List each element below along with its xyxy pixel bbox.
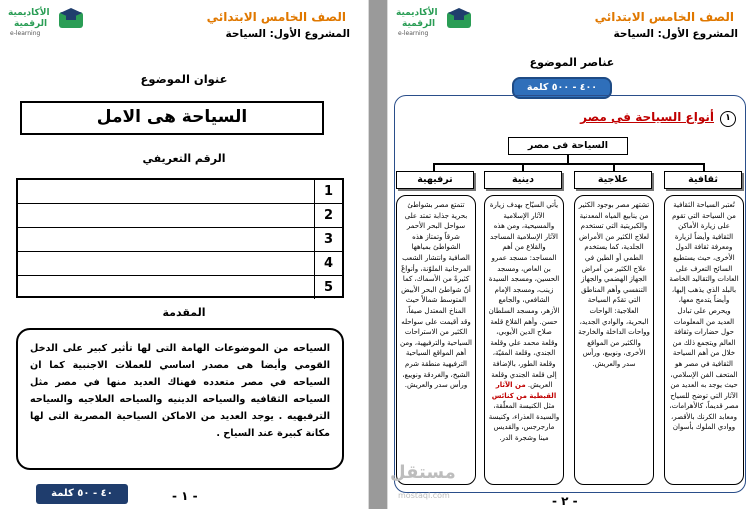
- row-number: 1: [314, 180, 342, 203]
- category-medical: علاجية: [574, 171, 652, 189]
- intro-text: السياحه من الموضوعات الهامة التى لها تأثير كبير على الدخل القومي وأيضا هى مصدر اساسي للعملات الاجنبية كما ان السياحه في مصر متعدده فهناك العديد منها في مصر مثل السياحه الثقافيه والسياحه الدينيه والسياحه العلاجيه والسياحه الترفيهيه . يوجد العديد من الاماكن السياحية المصرية التى لها مكانة كبيرة عند السياح .: [16, 328, 344, 470]
- row-number: 4: [314, 252, 342, 275]
- category-cultural-text: تُعتبر السياحة الثقافية من السياحة التي تقوم على زيارة الأماكن الثقافية وأيضاً لزيارة ومعرفة ثقافة الدول الأخرى، حيث يستطيع السائح التعرف على العادات والتقاليد الخاصة بالبلد الذي يذهب إليها، وأيضاً يتدمج معها، ويحرص على تبادل العديد من المعلومات حول حضارات وثقافة العالم ويتجمع ذلك من خلال من أهم السياحة الثقافية في مصر هو المتحف الفن الإسلامي، حيث يوجد به العديد من الآثار التي توضح للسياح مصر قديماً، كالأهرامات، ومعابد الكرنك بالأقصر، ووادي الملوك بأسوان: [664, 195, 744, 485]
- page-number: - ٢ -: [552, 494, 578, 508]
- id-row[interactable]: [18, 180, 342, 204]
- project-title: المشروع الأول: السياحة: [225, 28, 350, 40]
- academy-logo: الأكاديمية الرقمية e-learning: [8, 4, 86, 40]
- tree-connector: [433, 163, 704, 165]
- id-heading: الرقم التعريفي: [142, 152, 226, 165]
- watermark-url: mostaql.com: [398, 491, 450, 500]
- id-row[interactable]: [18, 228, 342, 252]
- id-row[interactable]: [18, 252, 342, 276]
- row-number: 2: [314, 204, 342, 227]
- category-medical-text: تشتهر مصر بوجود الكثير من ينابيع المياه المعدنية والكبريتية التي تستخدم لعلاج الكثير من الأمراض الجلدية، كما يستخدم الطمي أو الطين في علاج الكثير من أمراض الجهاز الهضمي والجهاز التنفسي وأهم المناطق التي تقدّم السياحة العلاجية: الواحات البحرية، والوادي الجديد، وواحات الداخلة والخارجة والكثير من المواقع الأخرى، ونويبع، ورأس سدر والعريش.: [574, 195, 654, 485]
- graduation-cap-icon: [446, 6, 472, 30]
- page-number: - ١ -: [172, 489, 198, 503]
- category-recreational-text: تتمتع مصر بشواطئ بحرية جذابة تمتد على سواحل البحر الأحمر شرقاً وتمتاز هذه الشواطئ بمياهها الصافية وانتشار الشعب المرجانية الملوّنة، وأنواعٌ كثيرةٌ من الأسماك، كما أنّ شواطئ البحر الأبيض المتوسط شمالاً حيث المناخ المعتدل صيفاً، وقد أقيمت على سواحله الكثير من الاستراحات السياحية والترفيهية، ومن أهم المواقع السياحية الترفيهية منطقة شرم الشيخ، والغردقة ونويبع، ورأس سدر والعريش.: [396, 195, 476, 485]
- graduation-cap-icon: [58, 6, 84, 30]
- academy-logo: الأكاديمية الرقمية e-learning: [396, 4, 474, 40]
- coptic-heading: من الآثار القبطية من كنائس: [491, 381, 557, 400]
- id-row[interactable]: [18, 276, 342, 300]
- row-number: 3: [314, 228, 342, 251]
- root-node: السياحة فى مصر: [508, 137, 628, 155]
- id-table: [16, 178, 344, 298]
- category-religious-text: يأتي السيّاح بهدف زيارة الآثار الإسلامية والمسيحية، ومن هذه الآثار الإسلامية المساجد والقلاع من أهم المساجد: مسجد عمرو بن العاص، ومسجد الحسين، ومسجد السيدة زينب، ومسجد الإمام الشافعي، والجامع الأزهر، ومسجد السلطان حسن. وأهم القلاع قلعة صلاح الدين الأيوبي، وقلعة محمد علي وقلعة الجندي، وقلعة المقيّة، وقلعة الطور، بالإضافة إلى قلعة الجندي وقلعة العريش. من الآثار القبطية من كنائس مثل الكنيسة المعلّقة، والسيدة العذراء، وكنيسة مارجرجس، والقديس مينا وشجرة الدر.: [484, 195, 564, 485]
- elements-heading: عناصر الموضوع: [529, 56, 615, 69]
- page-divider: [369, 0, 387, 509]
- section-title: أنواع السياحة في مصر: [580, 110, 714, 124]
- page-1: [0, 0, 368, 509]
- word-count-badge: ٤٠٠ - ٥٠٠ كلمة: [512, 77, 612, 99]
- id-row[interactable]: [18, 204, 342, 228]
- word-count-badge: ٤٠ - ٥٠ كلمة: [36, 484, 128, 504]
- page-2: [388, 0, 756, 509]
- category-cultural: ثقافية: [664, 171, 742, 189]
- category-recreational: ترفيهية: [396, 171, 474, 189]
- row-number: 5: [314, 276, 342, 299]
- grade-title: الصف الخامس الابتدائي: [206, 10, 346, 24]
- category-religious: دينية: [484, 171, 562, 189]
- intro-heading: المقدمة: [162, 306, 206, 319]
- topic-title: السياحة هى الامل: [20, 101, 324, 135]
- grade-title: الصف الخامس الابتدائي: [594, 10, 734, 24]
- watermark: مستقل: [390, 462, 456, 483]
- topic-heading: عنوان الموضوع: [140, 72, 228, 86]
- section-number: ١: [720, 111, 736, 127]
- project-title: المشروع الأول: السياحة: [613, 28, 738, 40]
